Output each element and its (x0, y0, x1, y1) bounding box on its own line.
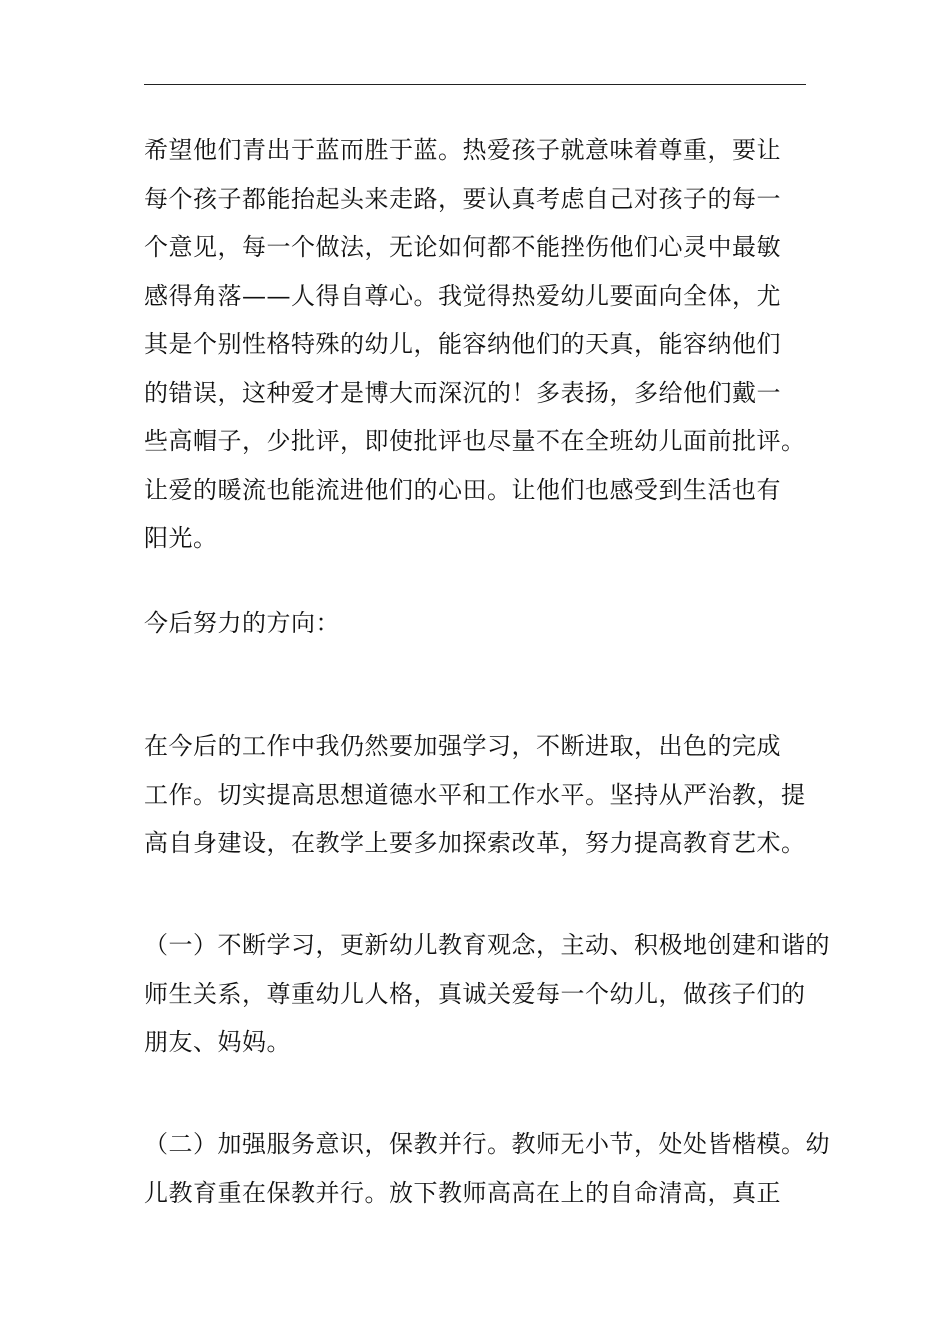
text-line: 希望他们青出于蓝而胜于蓝。热爱孩子就意味着尊重，要让 (144, 136, 781, 164)
text-line: 个意见，每一个做法，无论如何都不能挫伤他们心灵中最敏 (144, 233, 781, 261)
text-line: 在今后的工作中我仍然要加强学习，不断进取，出色的完成 (144, 732, 781, 760)
paragraph-future-work (144, 722, 809, 868)
text-line: 今后努力的方向： (144, 609, 340, 637)
text-line: 高自身建设，在教学上要多加探索改革，努力提高教育艺术。 (144, 829, 806, 857)
paragraph-respect-children (144, 126, 809, 563)
text-line: 朋友、妈妈。 (144, 1028, 291, 1056)
text-line: （二）加强服务意识，保教并行。教师无小节，处处皆楷模。幼 (144, 1130, 830, 1158)
text-line: 其是个别性格特殊的幼儿，能容纳他们的天真，能容纳他们 (144, 330, 781, 358)
section-heading-future-direction (144, 599, 809, 648)
text-line: 些高帽子，少批评，即使批评也尽量不在全班幼儿面前批评。 (144, 427, 806, 455)
text-line: 师生关系，尊重幼儿人格，真诚关爱每一个幼儿，做孩子们的 (144, 979, 806, 1008)
paragraph-item-one (144, 921, 830, 1067)
header-rule (144, 84, 806, 85)
text-line: 阳光。 (144, 524, 218, 552)
text-line: 让爱的暖流也能流进他们的心田。让他们也感受到生活也有 (144, 475, 781, 504)
paragraph-item-two (144, 1120, 830, 1217)
text-line: 感得角落——人得自尊心。我觉得热爱幼儿要面向全体，尤 (144, 281, 781, 310)
text-line: 的错误，这种爱才是博大而深沉的！多表扬，多给他们戴一 (144, 378, 781, 407)
text-line: 工作。切实提高思想道德水平和工作水平。坚持从严治教，提 (144, 780, 806, 809)
text-line: 每个孩子都能抬起头来走路，要认真考虑自己对孩子的每一 (144, 184, 781, 213)
text-line: 儿教育重在保教并行。放下教师高高在上的自命清高，真正 (144, 1178, 781, 1207)
text-line: （一）不断学习，更新幼儿教育观念，主动、积极地创建和谐的 (144, 931, 830, 959)
